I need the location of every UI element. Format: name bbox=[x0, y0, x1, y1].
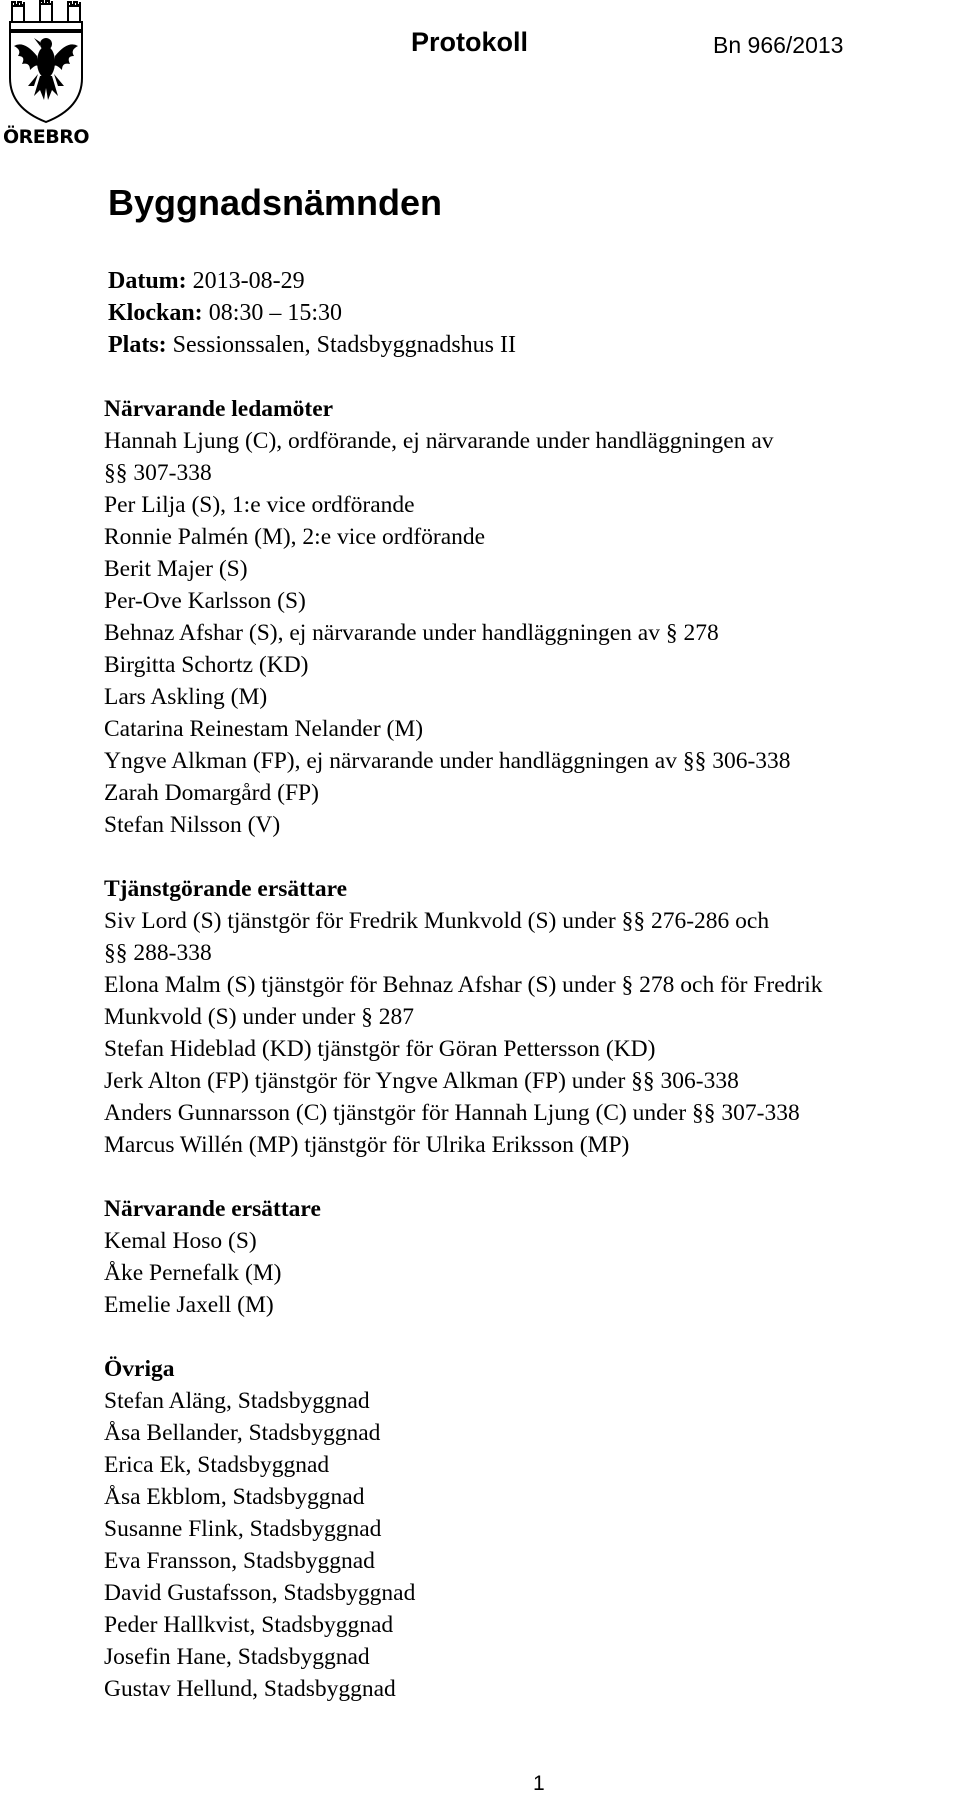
place-label: Plats: bbox=[108, 332, 167, 358]
list-item: Per Lilja (S), 1:e vice ordförande bbox=[104, 492, 415, 518]
section-others bbox=[104, 1353, 960, 1705]
date-label: Datum: bbox=[108, 268, 187, 294]
list-item: Erica Ek, Stadsbyggnad bbox=[104, 1452, 330, 1478]
list-item: Susanne Flink, Stadsbyggnad bbox=[104, 1516, 382, 1542]
list-item: Per-Ove Karlsson (S) bbox=[104, 588, 306, 614]
page-number: 1 bbox=[533, 1772, 545, 1795]
list-item: §§ 288-338 bbox=[104, 940, 212, 966]
list-item: Elona Malm (S) tjänstgör för Behnaz Afshar (S) under § 278 och för Fredrik bbox=[104, 972, 823, 998]
line-list bbox=[104, 425, 960, 841]
list-item: Åke Pernefalk (M) bbox=[104, 1260, 282, 1286]
line-list bbox=[104, 1385, 960, 1705]
section-title: Närvarande ersättare bbox=[104, 1196, 321, 1222]
list-item: Behnaz Afshar (S), ej närvarande under handläggningen av § 278 bbox=[104, 620, 719, 646]
list-item: Yngve Alkman (FP), ej närvarande under handläggningen av §§ 306-338 bbox=[104, 748, 791, 774]
list-item: Åsa Bellander, Stadsbyggnad bbox=[104, 1420, 381, 1446]
list-item: Stefan Aläng, Stadsbyggnad bbox=[104, 1388, 370, 1414]
list-item: Lars Askling (M) bbox=[104, 684, 268, 710]
document-reference: Bn 966/2013 bbox=[713, 32, 844, 58]
section-title: Närvarande ledamöter bbox=[104, 396, 334, 422]
line-list bbox=[104, 905, 960, 1161]
list-item: Åsa Ekblom, Stadsbyggnad bbox=[104, 1484, 365, 1510]
list-item: Emelie Jaxell (M) bbox=[104, 1292, 274, 1318]
list-item: Catarina Reinestam Nelander (M) bbox=[104, 716, 424, 742]
list-item: Hannah Ljung (C), ordförande, ej närvarande under handläggningen av bbox=[104, 428, 774, 454]
list-item: Zarah Domargård (FP) bbox=[104, 780, 319, 806]
line-list bbox=[104, 1225, 960, 1321]
eagle-crest-icon bbox=[0, 0, 92, 124]
document-type: Protokoll bbox=[411, 27, 529, 57]
logo-text: ÖREBRO bbox=[2, 126, 90, 148]
orebro-coat-of-arms-logo bbox=[0, 0, 92, 152]
list-item: Josefin Hane, Stadsbyggnad bbox=[104, 1644, 370, 1670]
list-item: Gustav Hellund, Stadsbyggnad bbox=[104, 1676, 396, 1702]
time-value: 08:30 – 15:30 bbox=[202, 300, 343, 326]
list-item: Siv Lord (S) tjänstgör för Fredrik Munkvold (S) under §§ 276-286 och bbox=[104, 908, 770, 934]
list-item: Eva Fransson, Stadsbyggnad bbox=[104, 1548, 375, 1574]
list-item: §§ 307-338 bbox=[104, 460, 212, 486]
section-title: Tjänstgörande ersättare bbox=[104, 876, 348, 902]
list-item: Munkvold (S) under under § 287 bbox=[104, 1004, 415, 1030]
board-title: Byggnadsnämnden bbox=[108, 182, 443, 223]
list-item: Stefan Hideblad (KD) tjänstgör för Göran Pettersson (KD) bbox=[104, 1036, 656, 1062]
date-value: 2013-08-29 bbox=[186, 268, 305, 294]
section-serving-substitutes bbox=[104, 873, 960, 1161]
meeting-place bbox=[108, 329, 516, 361]
list-item: Anders Gunnarsson (C) tjänstgör för Hannah Ljung (C) under §§ 307-338 bbox=[104, 1100, 800, 1126]
time-label: Klockan: bbox=[108, 300, 203, 326]
list-item: Kemal Hoso (S) bbox=[104, 1228, 257, 1254]
section-present-substitutes bbox=[104, 1193, 960, 1321]
meeting-date bbox=[108, 265, 516, 297]
list-item: Stefan Nilsson (V) bbox=[104, 812, 281, 838]
attendance-content bbox=[104, 393, 960, 1737]
list-item: Peder Hallkvist, Stadsbyggnad bbox=[104, 1612, 394, 1638]
section-title: Övriga bbox=[104, 1356, 175, 1382]
list-item: Jerk Alton (FP) tjänstgör för Yngve Alkman (FP) under §§ 306-338 bbox=[104, 1068, 739, 1094]
meeting-time bbox=[108, 297, 516, 329]
section-present-members bbox=[104, 393, 960, 841]
list-item: Birgitta Schortz (KD) bbox=[104, 652, 309, 678]
meeting-meta bbox=[108, 265, 516, 361]
list-item: Ronnie Palmén (M), 2:e vice ordförande bbox=[104, 524, 486, 550]
list-item: David Gustafsson, Stadsbyggnad bbox=[104, 1580, 416, 1606]
list-item: Marcus Willén (MP) tjänstgör för Ulrika Eriksson (MP) bbox=[104, 1132, 630, 1158]
place-value: Sessionssalen, Stadsbyggnadshus II bbox=[166, 332, 516, 358]
list-item: Berit Majer (S) bbox=[104, 556, 248, 582]
